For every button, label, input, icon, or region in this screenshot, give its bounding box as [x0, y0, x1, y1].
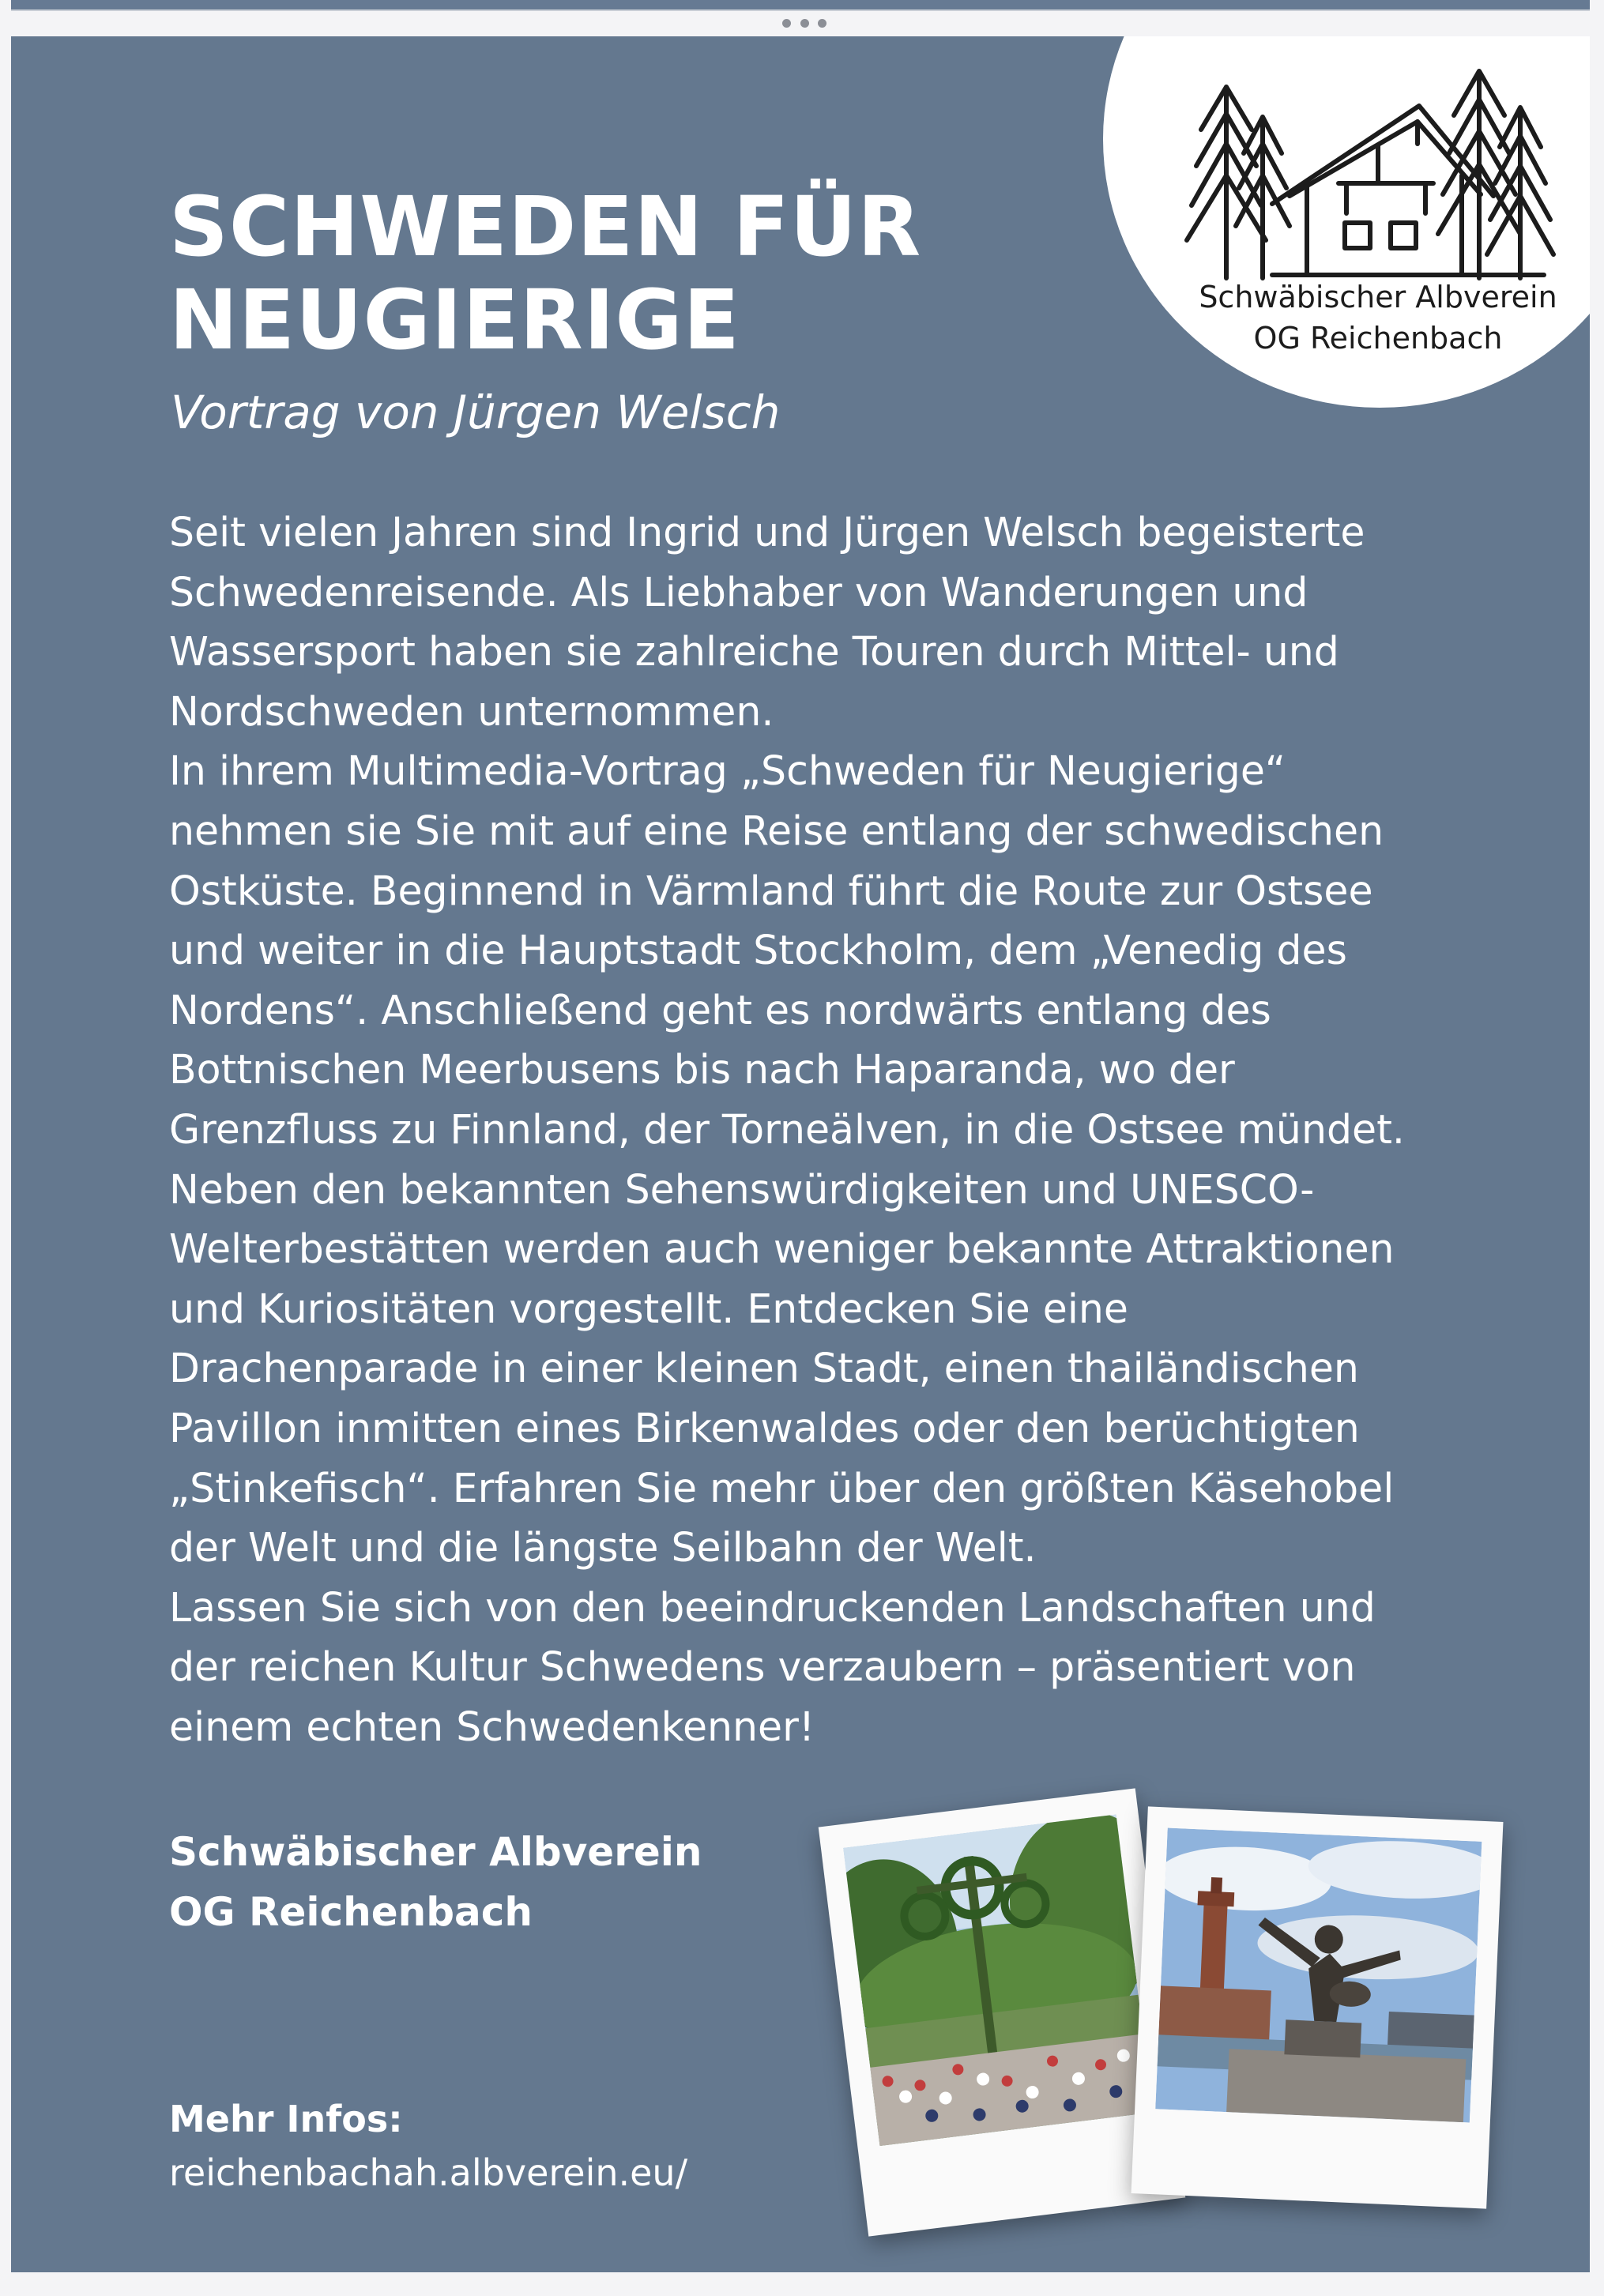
- house-and-trees-icon: [1180, 65, 1560, 302]
- drag-handle-icon[interactable]: [782, 17, 826, 28]
- description-line: und Kuriositäten vorgestellt. Entdecken Sie eine: [169, 1285, 1128, 1332]
- description-text: [169, 502, 1512, 1756]
- polaroid-photo: [819, 1788, 1186, 2236]
- maypole-festival-photo: [843, 1815, 1153, 2147]
- description-line: Nordschweden unternommen.: [169, 687, 774, 735]
- logo-caption: [1157, 277, 1590, 359]
- top-strip: [11, 0, 1590, 9]
- description-line: Welterbestätten werden auch weniger bekannte Attraktionen: [169, 1225, 1395, 1273]
- stockholm-statue-photo: [1155, 1828, 1482, 2123]
- logo-caption-line: Schwäbischer Albverein: [1199, 280, 1557, 314]
- title-line: NEUGIERIGE: [169, 272, 740, 368]
- description-line: Pavillon inmitten eines Birkenwaldes oder den berüchtigten: [169, 1404, 1360, 1451]
- description-line: Nordens“. Anschließend geht es nordwärts entlang des: [169, 986, 1271, 1033]
- description-line: der reichen Kultur Schwedens verzaubern – präsentiert von: [169, 1643, 1356, 1691]
- organizer-line: Schwäbischer Albverein: [169, 1829, 702, 1875]
- description-line: der Welt und die längste Seilbahn der Welt.: [169, 1524, 1037, 1571]
- polaroid-photo: [1131, 1806, 1504, 2208]
- description-line: „Stinkefisch“. Erfahren Sie mehr über den größten Käsehobel: [169, 1464, 1395, 1511]
- organizer-name: [169, 1822, 702, 1942]
- dot-icon: [782, 19, 791, 28]
- dot-icon: [818, 19, 826, 28]
- organizer-line: OG Reichenbach: [169, 1889, 533, 1935]
- logo-caption-line: OG Reichenbach: [1253, 321, 1503, 356]
- page-title: [169, 180, 1117, 367]
- description-line: und weiter in die Hauptstadt Stockholm, dem „Venedig des: [169, 927, 1347, 974]
- description-line: einem echten Schwedenkenner!: [169, 1703, 815, 1750]
- description-line: Wassersport haben sie zahlreiche Touren durch Mittel- und: [169, 628, 1339, 676]
- description-line: Drachenparade in einer kleinen Stadt, einen thailändischen: [169, 1345, 1359, 1392]
- description-line: Lassen Sie sich von den beeindruckenden Landschaften und: [169, 1583, 1376, 1631]
- top-strip-divider: [11, 9, 1590, 11]
- description-line: Neben den bekannten Sehenswürdigkeiten und UNESCO-: [169, 1165, 1315, 1213]
- title-line: SCHWEDEN FÜR: [169, 179, 922, 275]
- description-line: Ostküste. Beginnend in Värmland führt die Route zur Ostsee: [169, 867, 1373, 914]
- more-info-link[interactable]: reichenbachah.albverein.eu/: [169, 2151, 688, 2194]
- description-line: Grenzfluss zu Finnland, der Torneälven, in die Ostsee mündet.: [169, 1105, 1405, 1153]
- description-line: Schwedenreisende. Als Liebhaber von Wanderungen und: [169, 568, 1308, 615]
- description-line: nehmen sie Sie mit auf eine Reise entlang der schwedischen: [169, 807, 1384, 854]
- description-line: In ihrem Multimedia-Vortrag „Schweden für Neugierige“: [169, 747, 1286, 795]
- poster: [11, 36, 1590, 2272]
- description-line: Seit vielen Jahren sind Ingrid und Jürgen Welsch begeisterte: [169, 509, 1365, 555]
- description-line: Bottnischen Meerbusens bis nach Haparanda, wo der: [169, 1046, 1235, 1093]
- dot-icon: [800, 19, 809, 28]
- subtitle: Vortrag von Jürgen Welsch: [171, 386, 781, 439]
- more-info-label: Mehr Infos:: [169, 2098, 403, 2140]
